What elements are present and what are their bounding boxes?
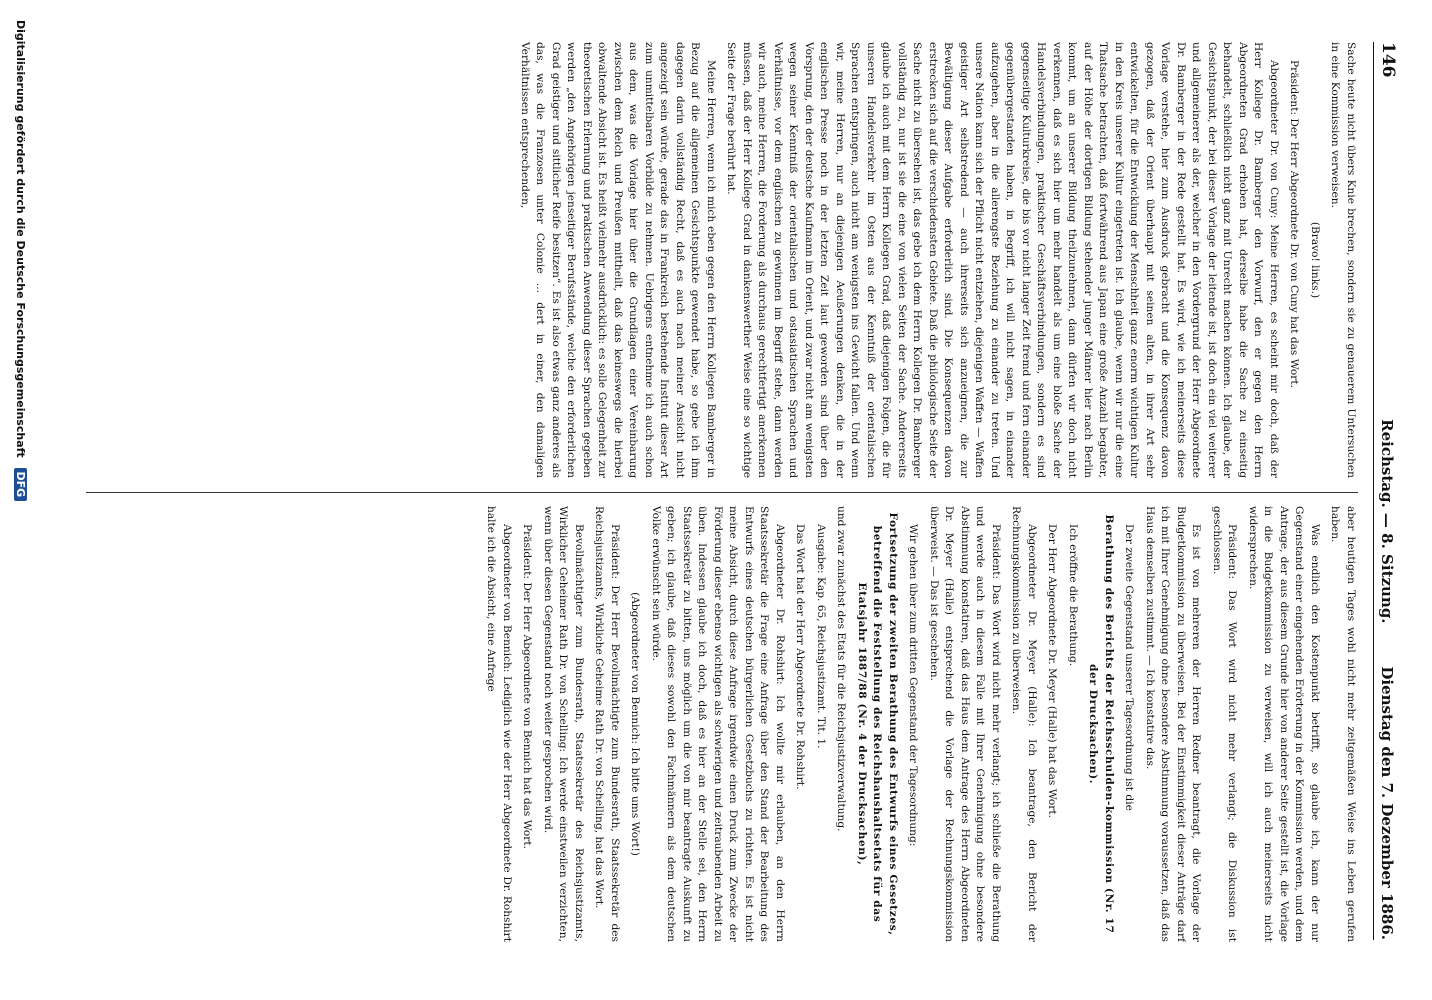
paragraph: Präsident: Das Wort wird nicht mehr verlangt; ich schließe die Berathung und werde auch in diesem Falle mit Ihrer Genehmigung ohne besondere Abstimmung konstatiren, daß das Haus dem Antrage des Herrn Abgeordneten Dr. Meyer (Halle) entsprechend die Vorlage der Rechnungskommission überweist. — Das ist geschehen.	[928, 506, 1002, 942]
paragraph: Fortsetzung der zweiten Berathung des Entwurfs eines Gesetzes, betreffend die Feststellung des Reichshaushaltsetats für das Etatsjahr 1887/88 (Nr. 4 der Drucksachen),	[856, 512, 899, 936]
paragraph: Präsident: Der Herr Bevollmächtigte zum Bundesrath, Staatssekretär des Reichsjustizamts, Wirkliche Geheime Rath Dr. von Schelling, hat das Wort.	[593, 506, 621, 942]
dfg-logo: DFG	[14, 468, 27, 502]
right-column	[80, 506, 1358, 942]
paragraph: Abgeordneter von Bennich: Lediglich wie der Herr Abgeordnete Dr. Rohshirt halte ich die Absicht, eine Anfrage	[485, 506, 513, 942]
paragraph: Abgeordneter Dr. Meyer (Halle): Ich beantrage, den Bericht der Rechnungskommission zu überweisen.	[1010, 506, 1038, 942]
paragraph: Präsident: Der Herr Abgeordnete von Bennich hat das Wort.	[521, 524, 534, 849]
paragraph: Das Wort hat der Herr Abgeordnete Dr. Rohshirt.	[794, 524, 807, 790]
paragraph: Was endlich den Kostenpunkt betrifft, so glaube ich, kann der nur Gegenstand einer eingehenden Erörterung in der Kommission werden, und dem Antrage, der aus diesem Grunde hier von anderer Seite gestellt ist, die Vorlage in die Budgetkommission zu verweisen, will ich auch meinerseits nicht widersprechen.	[1247, 506, 1321, 942]
paragraph: Berathung des Berichts der Reichsschulden-kommission (Nr. 17 der Drucksachen).	[1087, 514, 1115, 934]
paragraph: aber heutigen Tages wohl nicht mehr zeitgemäßen Weise ins Leben gerufen haben.	[1329, 506, 1357, 942]
paragraph: Abgeordneter Dr. von Cuny: Meine Herren, es scheint mir doch, daß der Herr Kollege Dr. Bamberger den Vorwurf, den er gegen den Herrn Abgeordneten Grad erhoben hat, derselbe habe die Sache zu einseitig behandelt, schließlich nicht ganz mit Unrecht machen können. Ich glaube, der Gesichtspunkt, der bei dieser Vorlage der leitende ist, ist doch ein viel weiterer und allgemeinerer als der, welcher in den Vordergrund der Herr Abgeordnete Dr. Bamberger in der Rede gestellt hat. Es wird, wie ich meinerseits diese Vorlage verstehe, hier zum Ausdruck gebracht und die Konsequenz davon gezogen, daß der Orient überhaupt mit seinen alten, in ihrer Art sehr entwickelten, für die Entwicklung der Menschheit ganz enorm wichtigen Kultur in den Kreis unserer Kultur eingetreten ist. Ich glaube, wenn wir nur die eine Thatsache betrachten, daß fortwährend aus Japan eine große Anzahl begabter, auf der Höhe der dortigen Bildung stehender junger Männer hier nach Berlin kommt, um an unserer Bildung theilzunehmen, dann dürfen wir doch nicht verkennen, daß es sich hier um mehr handelt als um eine bloße Sache der Handelsverbindungen, praktischer Geschäftsverbindungen, sondern es sind gegenseitige Kulturkreise, die bis vor nicht langer Zeit fremd und fern einander gegenübergestanden haben, in Begriff, ich will nicht sagen, in einander aufzugehen, aber in die allerengste Beziehung zu einander zu treten. Und unsere Nation kann sich der Pflicht nicht entziehen, diejenigen Waffen — Waffen geistiger Art selbstredend — auch ihrerseits sich anzueignen, die zur Bewältigung dieser Aufgabe erforderlich sind. Die Konsequenzen davon erstrecken sich auf die verschiedensten Gebiete. Daß die philologische Seite der Sache nicht zu übersehen ist, das gebe ich dem Herrn Kollegen Dr. Bamberger vollständig zu, nur ist sie die eine von vielen Seiten der Sache. Andererseits glaube ich auch mit dem Herrn Kollegen Grad, daß diejenigen Folgen, die für unseren Handelsverkehr im Osten aus der Kenntniß der orientalischen Sprachen entspringen, auch nicht am wenigsten ins Gewicht fallen. Und wenn wir, meine Herren, nur an diejenigen Aeußerungen denken, die in der englischen Presse noch in der letzten Zeit laut geworden sind über den Vorsprung, den der deutsche Kaufmann im Orient, und zwar nicht am wenigsten wegen seiner Kenntniß der orientalischen und ostasiatischen Sprachen und Verhältnisse, vor dem englischen zu gewinnen im Begriff stehe, dann werden wir auch, meine Herren, die Forderung als durchaus gerechtfertigt anerkennen müssen, daß der Herr Kollege Grad in dankenswerther Weise eine so wichtige Seite der Frage berührt hat.	[725, 42, 1280, 478]
page-header	[1373, 42, 1404, 940]
session-date: Dienstag den 7. Dezember 1886.	[1378, 666, 1396, 940]
column-divider	[86, 492, 1358, 493]
paragraph: Der zweite Gegenstand unserer Tagesordnung ist die	[1123, 524, 1136, 811]
paragraph: Ausgabe: Kap. 65, Reichsjustizamt. Tit. 1.	[815, 524, 827, 749]
dfg-watermark	[11, 20, 27, 980]
paragraph: Der Herr Abgeordnete Dr. Meyer (Halle) hat das Wort.	[1046, 524, 1059, 818]
paragraph: (Abgeordneter von Bennich: Ich bitte ums Wort!)	[629, 592, 642, 856]
paragraph: und zwar zunächst des Etats für die Reichsjustizverwaltung.	[835, 506, 848, 832]
left-column	[80, 42, 1358, 478]
paragraph: Präsident: Der Herr Abgeordnete Dr. von Cuny hat das Wort.	[1288, 60, 1301, 388]
paragraph: Es ist von mehreren der Herren Redner beantragt, die Vorlage der Budgetkommission zu überweisen. Bei der Einstimmigkeit dieser Anträge darf ich mit Ihrer Genehmigung ohne besondere Abstimmung voraussetzen, daß das Haus demselben zustimmt. — Ich konstatire das.	[1144, 506, 1203, 942]
paragraph: Abgeordneter Dr. Rohshirt: Ich wollte mir erlauben, an den Herrn Staatssekretär die Frage eine Anfrage über den Stand der Bearbeitung des Entwurfs eines deutschen bürgerlichen Gesetzbuchs zu richten. Es ist nicht meine Absicht, durch diese Anfrage irgendwie einen Druck zum Zwecke der Förderung dieser ebenso wichtigen als schwierigen und zeitraubenden Arbeit zu üben. Indessen glaube ich doch, daß es hier an der Stelle sei, den Herrn Staatssekretär zu bitten, uns möglich um die von mir beantragte Auskunft zu geben; ich glaube, daß dieses sowohl den Fachmännern als dem deutschen Volke erwünscht sein würde.	[650, 506, 786, 942]
paragraph: Sache heute nicht übers Knie brechen, sondern sie zu genauerem Untersuchen in eine Kommission verweisen.	[1329, 42, 1357, 478]
paragraph: Präsident: Das Wort wird nicht mehr verlangt; die Diskussion ist geschlossen.	[1211, 506, 1239, 942]
page-number: 146	[1378, 42, 1398, 78]
paragraph: (Bravo! links.)	[1309, 221, 1321, 299]
paragraph: Ich eröffne die Berathung.	[1067, 524, 1079, 667]
paragraph: Bevollmächtigter zum Bundesrath, Staatssekretär des Reichsjustizamts, Wirklicher Geheimer Rath Dr. von Schelling: Ich werde einstweilen verzichten, wenn über diesen Gegenstand noch weiter gesprochen wird.	[542, 506, 585, 942]
session-title: Reichstag. — 8. Sitzung.	[1378, 419, 1396, 624]
paragraph: Wir gehen über zum dritten Gegenstand der Tagesordnung:	[907, 524, 920, 847]
watermark-text: Digitalisierung gefördert durch die Deutsche Forschungsgemeinschaft	[14, 20, 27, 458]
paragraph: Meine Herren, wenn ich mich eben gegen den Herrn Kollegen Bamberger in Bezug auf die allgemeinen Gesichtspunkte gewendet habe, so gebe ich ihm dagegen darin vollständig Recht, daß es auch nach meiner Ansicht nicht angezeigt sein würde, gerade das in Frankreich bestehende Institut dieser Art zum unmittelbaren Vorbilde zu nehmen. Uebrigens entnehme ich auch schon aus dem, was die Vorlage hier über die Grundlagen einer Vereinbarung zwischen dem Reich und Preußen mittheilt, daß das keineswegs die hierbei obwaltende Absicht ist. Es heißt vielmehr ausdrücklich: es solle Gelegenheit zur theoretischen Erlernung und praktischen Anwendung dieser Sprachen gegeben werden „den Angehörigen jenseitiger Berufsstände, welche den erforderlichen Grad geistiger und sittlicher Reife besitzen“. Es ist also etwas ganz anderes als das, was die Franzosen unter Colonie ... dert in einer, den damaligen Verhältnissen entsprechenden,	[519, 42, 717, 478]
